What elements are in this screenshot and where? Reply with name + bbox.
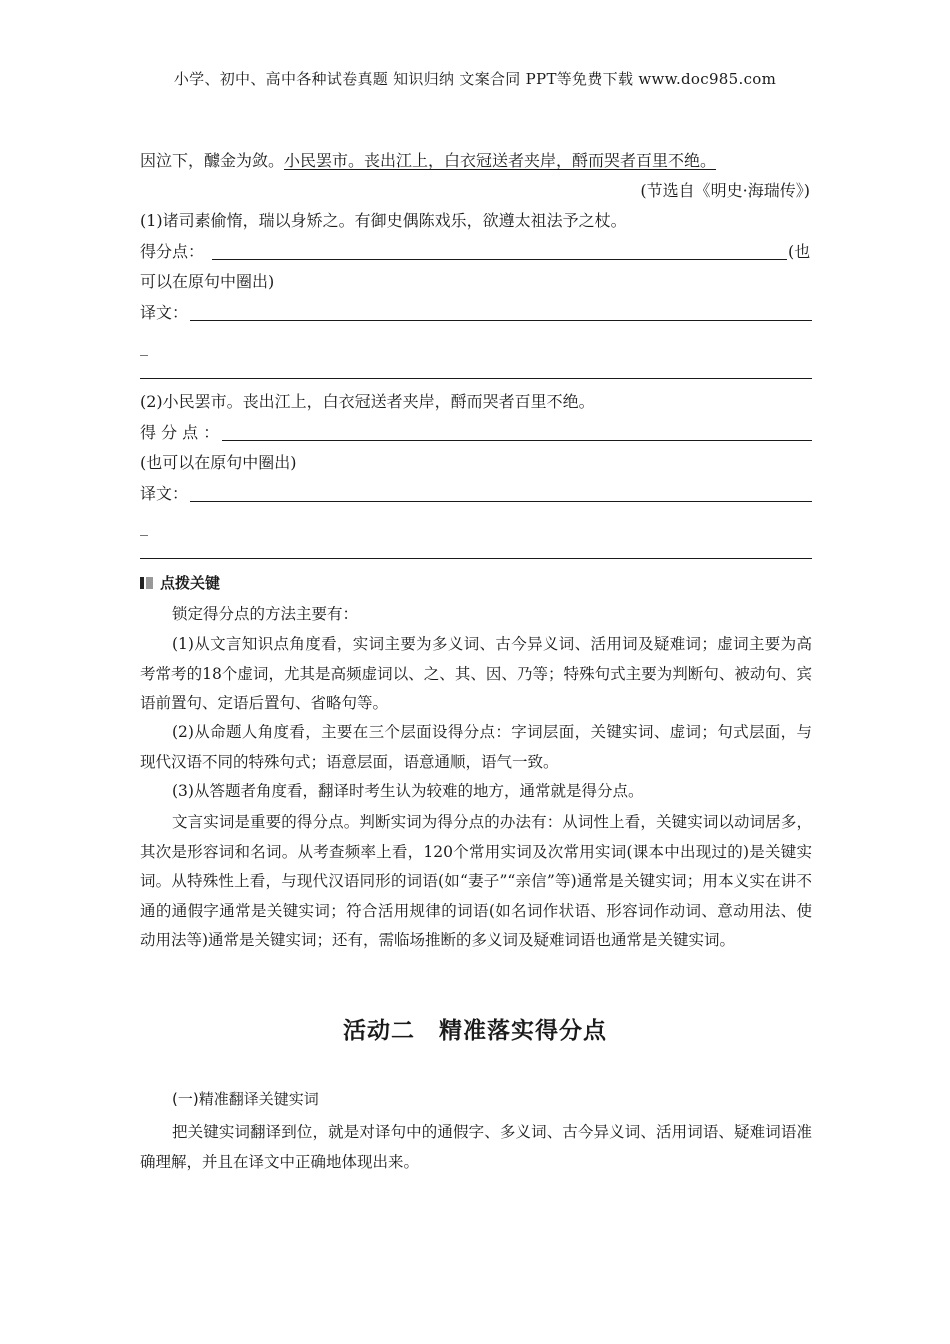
- q1-translate-label: 译文：: [140, 303, 189, 322]
- tips-point-2: (2)从命题人角度看，主要在三个层面设得分点：字词层面，关键实词、虚词；句式层面，与现代汉语不同的特殊句式；语意层面，语意通顺，语气一致。: [140, 723, 812, 771]
- q2-dash: _: [140, 517, 148, 536]
- passage-underlined: 小民罢市。丧出江上，白衣冠送者夹岸，酹而哭者百里不绝。: [284, 151, 717, 170]
- q2-score-label: 得 分 点 ：: [140, 423, 220, 442]
- passage-source: (节选自《明史·海瑞传》): [640, 181, 810, 200]
- section-marker-icon: [140, 576, 154, 590]
- q1-translate-blank-2[interactable]: [140, 378, 812, 379]
- tips-point-1: (1)从文言知识点角度看，实词主要为多义词、古今异义词、活用词及疑难词；虚词主要为高考常考的18个虚词，尤其是高频虚词以、之、其、因、乃等；特殊句式主要为判断句、被动句、宾语前置句、定语后置句、省略句等。: [140, 635, 812, 712]
- q1-sentence: (1)诸司素偷惰，瑞以身矫之。有御史偶陈戏乐，欲遵太祖法予之杖。: [140, 211, 627, 230]
- q1-dash: _: [140, 337, 148, 356]
- q1-score-blank[interactable]: [212, 259, 787, 260]
- q2-translate-blank-2[interactable]: [140, 558, 812, 559]
- q2-sentence: (2)小民罢市。丧出江上，白衣冠送者夹岸，酹而哭者百里不绝。: [140, 392, 595, 411]
- activity-subheading: (一)精准翻译关键实词: [172, 1090, 319, 1108]
- q2-translate-blank[interactable]: [190, 501, 812, 502]
- activity-title: 活动二 精准落实得分点: [343, 1018, 607, 1044]
- q1-translate-blank[interactable]: [190, 320, 812, 321]
- passage-plain: 因泣下，醵金为敛。: [140, 151, 285, 170]
- q2-translate-label: 译文：: [140, 484, 189, 503]
- tips-intro: 锁定得分点的方法主要有：: [172, 605, 359, 623]
- q1-score-label: 得分点：: [140, 242, 205, 261]
- q1-score-suffix: (也: [788, 242, 811, 261]
- page-header: 小学、初中、高中各种试卷真题 知识归纳 文案合同 PPT等免费下载 www.doc985.com: [173, 70, 777, 88]
- tips-paragraph-4: 文言实词是重要的得分点。判断实词为得分点的办法有：从词性上看，关键实词以动词居多，其次是形容词和名词。从考查频率上看，120个常用实词及次常用实词(课本中出现过的)是关键实词。从特殊性上看，与现代汉语同形的词语(如“妻子”“亲信”等)通常是关键实词；用本义实在讲不通的通假字通常是关键实词；符合活用规律的词语(如名词作状语、形容词作动词、意动用法、使动用法等)通常是关键实词；还有，需临场推断的多义词及疑难词语也通常是关键实词。: [140, 813, 812, 949]
- q1-score-cont: 可以在原句中圈出): [140, 272, 275, 291]
- tips-heading: [140, 572, 220, 593]
- passage-line: [140, 150, 812, 172]
- activity-body: 把关键实词翻译到位，就是对译句中的通假字、多义词、古今异义词、活用词语、疑难词语准确理解，并且在译文中正确地体现出来。: [140, 1123, 812, 1171]
- tips-heading-label: 点拨关键: [160, 574, 221, 592]
- q2-score-cont: (也可以在原句中圈出): [140, 453, 297, 472]
- q2-score-blank[interactable]: [222, 440, 812, 441]
- tips-point-3: (3)从答题者角度看，翻译时考生认为较难的地方，通常就是得分点。: [172, 782, 644, 800]
